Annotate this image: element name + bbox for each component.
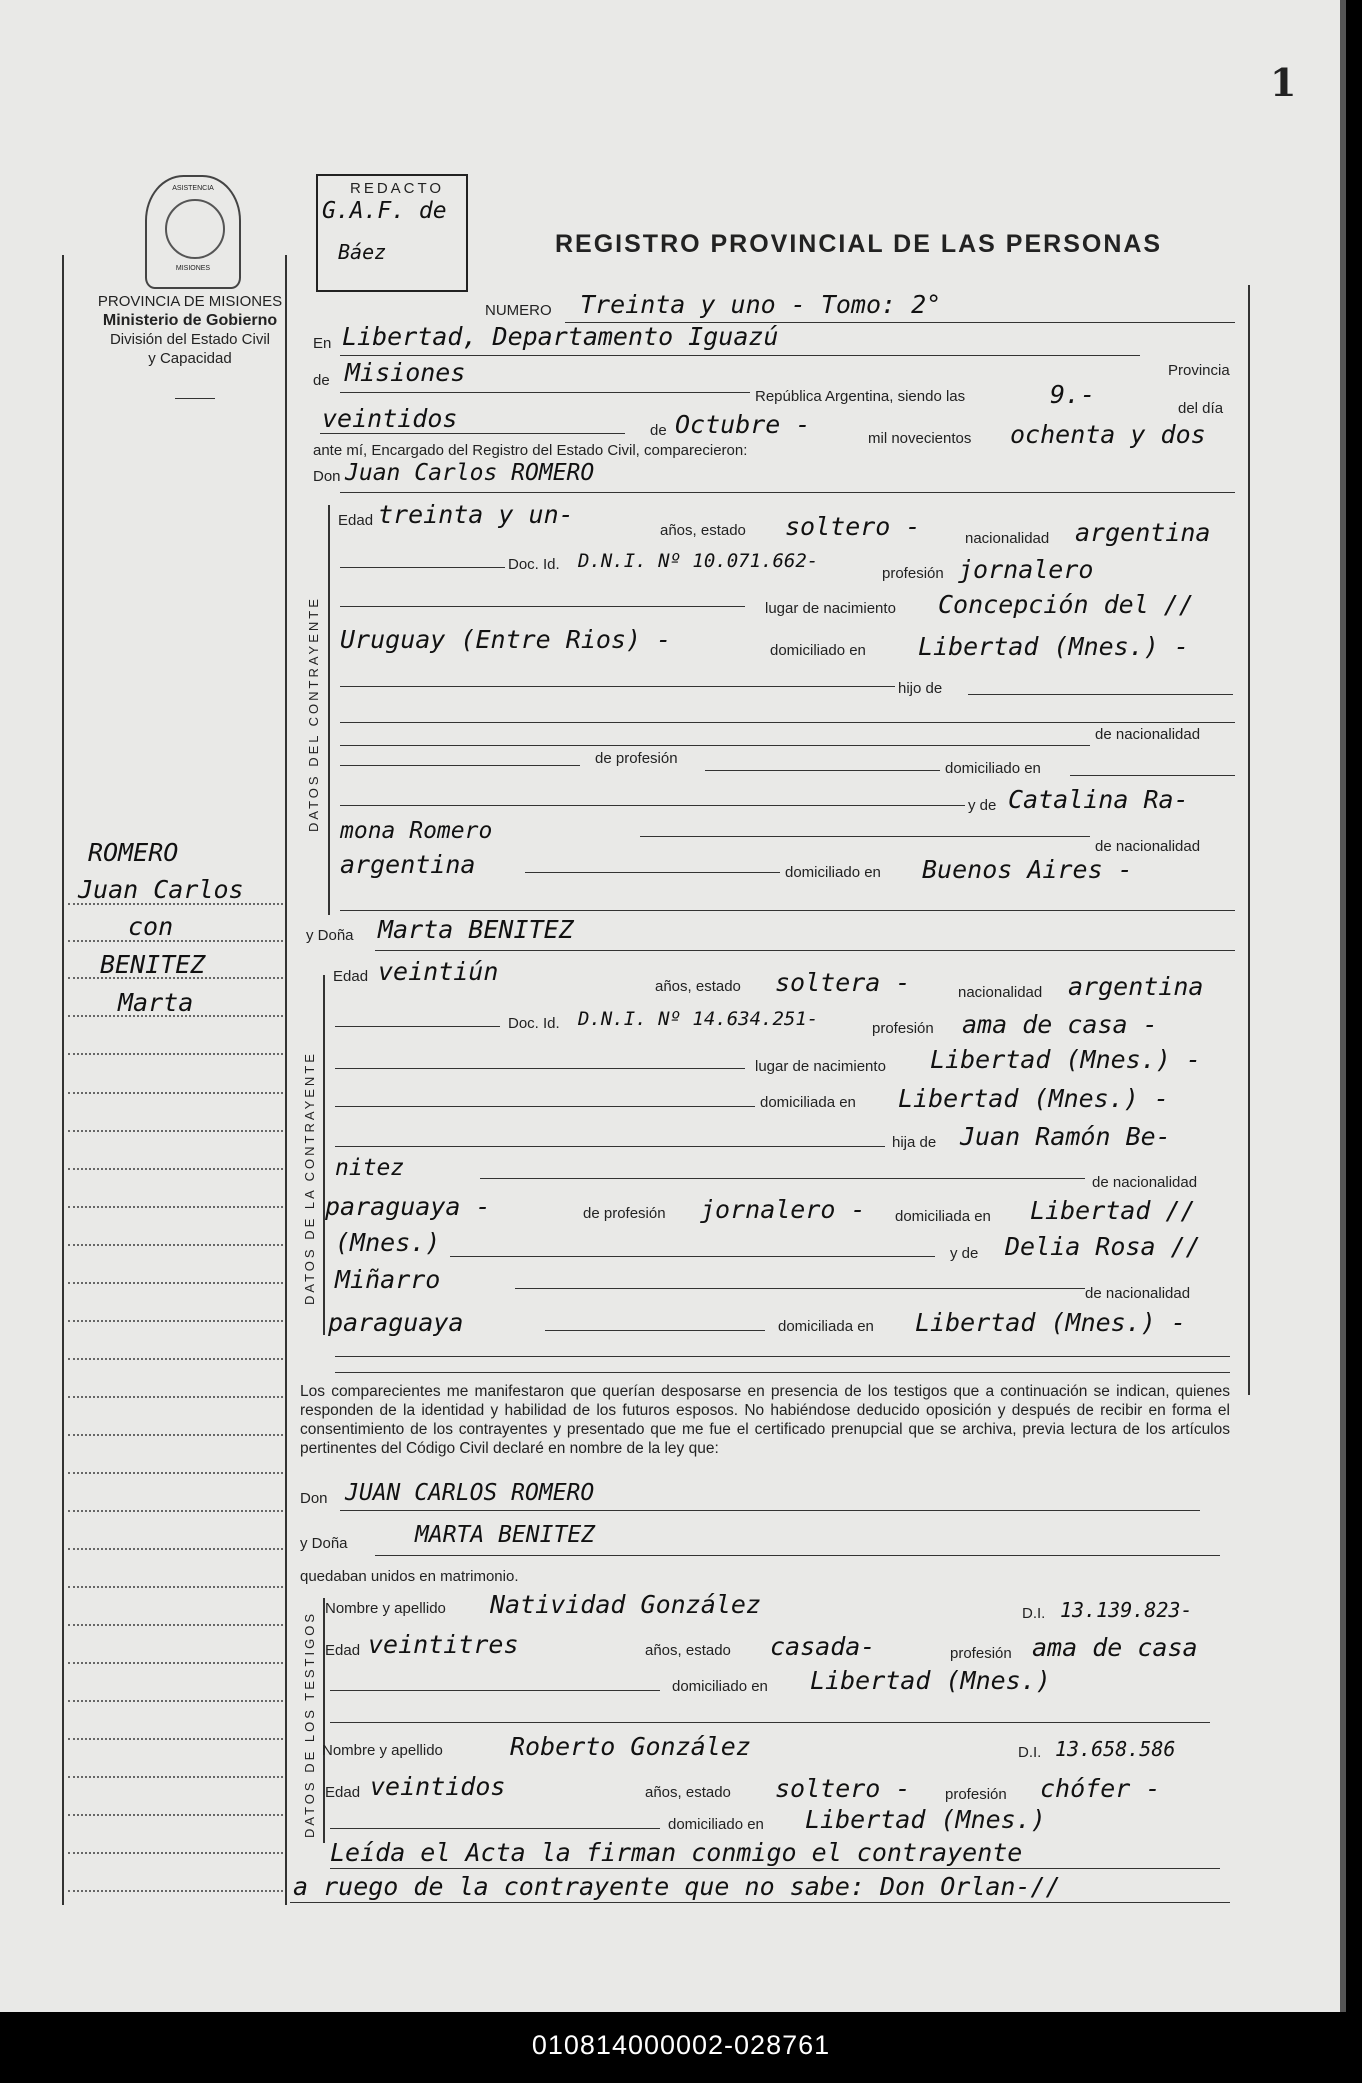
mil-label: mil novecientos: [868, 430, 972, 447]
decl-dona-label: y Doña: [300, 1535, 348, 1552]
t2-domicilio-value: Libertad (Mnes.): [805, 1805, 1046, 1834]
t2-estado-value: soltero -: [775, 1774, 911, 1803]
t2-nombre-label: Nombre y apellido: [322, 1742, 443, 1759]
fill-line: [335, 1068, 745, 1069]
y-de-label: y de: [968, 797, 997, 814]
margin-rule: [68, 1206, 283, 1208]
profesion-label: profesión: [882, 565, 944, 582]
fill-line: [340, 765, 580, 766]
estado-value: soltero -: [785, 512, 921, 541]
madre-nacionalidad-label: de nacionalidad: [1095, 838, 1201, 855]
t1-domicilio-value: Libertad (Mnes.): [810, 1666, 1051, 1695]
numero-label: NUMERO: [485, 302, 552, 319]
lugar-value: Libertad (Mnes.) -: [930, 1045, 1201, 1074]
margin-name-1: Juan Carlos: [78, 875, 244, 904]
t1-edad-value: veintitres: [368, 1630, 519, 1659]
doc-label: Doc. Id.: [508, 556, 560, 573]
stamp-handwriting-1: G.A.F. de: [322, 198, 447, 224]
fill-line: [320, 433, 625, 434]
dona-label: y Doña: [306, 927, 354, 944]
en-label: En: [313, 335, 332, 352]
stamp-label: REDACTO: [350, 180, 445, 197]
madre-domicilio-value: Libertad (Mnes.) -: [915, 1308, 1186, 1337]
t1-edad-label: Edad: [325, 1642, 361, 1659]
margin-rule: [68, 1015, 283, 1017]
del-dia-label: del día: [1178, 400, 1224, 417]
province-label: PROVINCIA DE MISIONES: [97, 293, 283, 310]
fill-line: [340, 567, 505, 568]
redacto-stamp: [316, 174, 468, 292]
fill-line: [340, 745, 1090, 746]
fill-line: [450, 1256, 935, 1257]
numero-value: Treinta y uno - Tomo: 2°: [580, 290, 942, 319]
fill-line: [330, 1722, 1210, 1723]
t2-di-label: D.I.: [1018, 1744, 1042, 1761]
contrayente-section-label: DATOS DEL CONTRAYENTE: [306, 596, 321, 832]
t1-profesion-value: ama de casa: [1032, 1633, 1198, 1662]
fill-line: [330, 1868, 1220, 1869]
nacionalidad-value: argentina: [1075, 518, 1211, 547]
madre-value-cont: Miñarro: [335, 1265, 441, 1294]
de-mes-label: de: [650, 422, 667, 439]
madre-domicilio-value: Buenos Aires -: [922, 855, 1133, 884]
closing-line-2: a ruego de la contrayente que no sabe: Don Orlan-//: [293, 1872, 1061, 1901]
margin-name-2: Marta: [118, 988, 194, 1017]
madre-nacionalidad-label: de nacionalidad: [1085, 1285, 1191, 1302]
center-rule: [285, 255, 287, 1905]
ante-label: ante mí, Encargado del Registro del Estado Civil, comparecieron:: [313, 442, 748, 459]
fill-line: [335, 1356, 1230, 1357]
document-title: REGISTRO PROVINCIAL DE LAS PERSONAS: [555, 230, 1163, 258]
testigos-section-label: DATOS DE LOS TESTIGOS: [302, 1611, 317, 1838]
t1-nombre-value: Natividad González: [490, 1590, 761, 1619]
padre-value-cont: nitez: [335, 1155, 405, 1181]
decl-don-value: JUAN CARLOS ROMERO: [345, 1480, 595, 1506]
edad-value: treinta y un-: [378, 500, 574, 529]
margin-rule: [68, 1586, 283, 1588]
edad-label: Edad: [338, 512, 374, 529]
domicilio-label: domiciliado en: [770, 642, 866, 659]
de-profesion-label: de profesión: [595, 750, 678, 767]
margin-rule: [68, 1776, 283, 1778]
madre-value-cont: mona Romero: [340, 818, 493, 844]
t1-nombre-label: Nombre y apellido: [325, 1600, 446, 1617]
t1-estado-value: casada-: [770, 1632, 876, 1661]
madre-domicilio-label: domiciliada en: [778, 1318, 874, 1335]
de-nacionalidad-label: de nacionalidad: [1092, 1174, 1198, 1191]
lugar-label: lugar de nacimiento: [755, 1058, 886, 1075]
fill-line: [335, 1372, 1230, 1373]
lugar-label: lugar de nacimiento: [765, 600, 896, 617]
edad-label: Edad: [333, 968, 369, 985]
de-profesion-label: de profesión: [583, 1205, 666, 1222]
margin-rule: [68, 1738, 283, 1740]
estado-value: soltera -: [775, 968, 911, 997]
de-value: Misiones: [345, 358, 466, 387]
fill-line: [335, 1106, 755, 1107]
contrayenta-bracket: [323, 975, 325, 1335]
margin-rule: [68, 1092, 283, 1094]
padre-profesion-value: jornalero -: [700, 1195, 866, 1224]
provincial-seal-icon: [145, 175, 241, 289]
t2-domicilio-label: domiciliado en: [668, 1816, 764, 1833]
margin-rule: [68, 1662, 283, 1664]
de-nacionalidad-label: de nacionalidad: [1095, 726, 1201, 743]
fill-line: [640, 836, 1090, 837]
padre-value: Juan Ramón Be-: [960, 1122, 1171, 1151]
madre-nacionalidad-value: paraguaya: [328, 1308, 464, 1337]
margin-rule: [68, 940, 283, 942]
fill-line: [335, 1146, 885, 1147]
margin-rule: [68, 977, 283, 979]
estado-label: años, estado: [660, 522, 746, 539]
hija-label: hija de: [892, 1134, 937, 1151]
t1-di-label: D.I.: [1022, 1605, 1046, 1622]
nacionalidad-label: nacionalidad: [965, 530, 1050, 547]
margin-rule: [68, 903, 283, 905]
domicilio-value: Libertad (Mnes.) -: [898, 1084, 1169, 1113]
seal-bottom-text: MISIONES: [175, 265, 211, 272]
decl-don-label: Don: [300, 1490, 328, 1507]
contrayente-bracket: [328, 505, 330, 915]
closing-line-1: Leída el Acta la firman conmigo el contrayente: [330, 1838, 1023, 1867]
dia-value: veintidos: [322, 404, 458, 433]
margin-rule: [68, 1472, 283, 1474]
provincia-label: Provincia: [1168, 362, 1230, 379]
testigos-bracket: [323, 1598, 325, 1843]
mes-value: Octubre -: [675, 410, 811, 439]
margin-rule: [68, 1700, 283, 1702]
profesion-value: jornalero: [958, 555, 1094, 584]
madre-value: Delia Rosa //: [1005, 1232, 1201, 1261]
t2-di-value: 13.658.586: [1055, 1737, 1176, 1761]
fill-line: [480, 1178, 1085, 1179]
estado-label: años, estado: [655, 978, 741, 995]
margin-rule: [68, 1624, 283, 1626]
madre-domicilio-label: domiciliado en: [785, 864, 881, 881]
madre-value: Catalina Ra-: [1008, 785, 1189, 814]
t2-profesion-label: profesión: [945, 1786, 1007, 1803]
margin-surname-1: ROMERO: [88, 838, 179, 867]
margin-rule: [68, 1358, 283, 1360]
margin-rule: [68, 1548, 283, 1550]
fill-line: [340, 392, 750, 393]
padre-domicilio-value: Libertad //: [1030, 1196, 1196, 1225]
hijo-label: hijo de: [898, 680, 943, 697]
margin-rule: [68, 1282, 283, 1284]
fill-line: [545, 1330, 765, 1331]
y-de-label: y de: [950, 1245, 979, 1262]
fill-line: [340, 686, 895, 687]
fill-line: [340, 722, 1235, 723]
t2-profesion-value: chófer -: [1040, 1774, 1161, 1803]
republica-label: República Argentina, siendo las: [755, 388, 966, 405]
t1-estado-label: años, estado: [645, 1642, 731, 1659]
dona-value: Marta BENITEZ: [378, 915, 574, 944]
unidos-text: quedaban unidos en matrimonio.: [300, 1568, 519, 1585]
margin-rule: [68, 1396, 283, 1398]
don-value: Juan Carlos ROMERO: [345, 460, 595, 486]
doc-value: D.N.I. Nº 14.634.251-: [578, 1008, 819, 1030]
hora-value: 9.-: [1050, 380, 1096, 409]
fill-line: [525, 872, 780, 873]
seal-top-text: ASISTENCIA: [172, 185, 214, 192]
fill-line: [705, 770, 940, 771]
contrayenta-section-label: DATOS DE LA CONTRAYENTE: [302, 1051, 317, 1305]
margin-rule: [68, 1814, 283, 1816]
profesion-value: ama de casa -: [962, 1010, 1158, 1039]
fill-line: [330, 1690, 660, 1691]
margin-rule: [68, 1053, 283, 1055]
t2-estado-label: años, estado: [645, 1784, 731, 1801]
margin-rule: [68, 1168, 283, 1170]
decl-dona-value: MARTA BENITEZ: [415, 1522, 596, 1548]
fill-line: [335, 1026, 500, 1027]
fill-line: [340, 355, 1140, 356]
padre-domicilio-label: domiciliada en: [895, 1208, 991, 1225]
issuer-header: [70, 292, 310, 368]
domicilio-value: Libertad (Mnes.) -: [918, 632, 1189, 661]
left-margin-rule: [62, 255, 64, 1905]
margin-surname-2: BENITEZ: [100, 950, 206, 979]
madre-nacionalidad-value: argentina: [340, 850, 476, 879]
fill-line: [330, 1828, 660, 1829]
fill-line: [375, 950, 1235, 951]
margin-rule: [68, 1890, 283, 1892]
margin-rule: [68, 1320, 283, 1322]
fill-line: [515, 1288, 1085, 1289]
fill-line: [340, 910, 1235, 911]
fill-line: [290, 1902, 1230, 1903]
margin-rule: [68, 1244, 283, 1246]
margin-con: con: [128, 912, 174, 941]
edad-value: veintiún: [378, 957, 499, 986]
t1-profesion-label: profesión: [950, 1645, 1012, 1662]
margin-rule: [68, 1130, 283, 1132]
doc-label: Doc. Id.: [508, 1015, 560, 1032]
domiciliado-en-label: domiciliado en: [945, 760, 1041, 777]
t2-edad-value: veintidos: [370, 1772, 506, 1801]
lugar-value: Concepción del //: [938, 590, 1194, 619]
t2-nombre-value: Roberto González: [510, 1732, 751, 1761]
division-label-1: División del Estado Civil: [109, 331, 271, 348]
division-label-2: y Capacidad: [148, 350, 232, 367]
archive-code: 010814000002-028761: [531, 2030, 831, 2060]
ministry-label: Ministerio de Gobierno: [102, 312, 278, 329]
right-rule: [1248, 285, 1250, 1395]
padre-domicilio-cont: (Mnes.): [335, 1228, 441, 1257]
domicilio-label: domiciliada en: [760, 1094, 856, 1111]
t2-edad-label: Edad: [325, 1784, 361, 1801]
fill-line: [340, 606, 745, 607]
fill-line: [375, 1555, 1220, 1556]
t1-domicilio-label: domiciliado en: [672, 1678, 768, 1695]
fill-line: [1070, 775, 1235, 776]
fill-line: [968, 694, 1233, 695]
lugar-value-cont: Uruguay (Entre Rios) -: [340, 625, 672, 654]
don-label: Don: [313, 468, 341, 485]
t1-di-value: 13.139.823-: [1060, 1598, 1193, 1622]
padre-nacionalidad-value: paraguaya -: [325, 1192, 491, 1221]
margin-rule: [68, 1852, 283, 1854]
fill-line: [340, 805, 965, 806]
anio-value: ochenta y dos: [1010, 420, 1206, 449]
en-value: Libertad, Departamento Iguazú: [342, 322, 779, 351]
fill-line: [340, 492, 1235, 493]
divider: [175, 398, 215, 399]
margin-rule: [68, 1510, 283, 1512]
de-label: de: [313, 372, 330, 389]
doc-value: D.N.I. Nº 10.071.662-: [578, 550, 819, 572]
seal-emblem: [165, 199, 225, 259]
stamp-handwriting-2: Báez: [338, 240, 387, 264]
page-number: 1: [1270, 60, 1297, 105]
declaration-paragraph: Los comparecientes me manifestaron que querían desposarse en presencia de los testigos que a continuación se indican, quienes responden de la identidad y habilidad de los futuros esposos. No habiéndose deducido oposición y después de recibir en forma el consentimiento de los contrayentes y presentado que me fue el certificado prenupcial que se archiva, previa lectura de los artículos pertinentes del Código Civil declaré en nombre de la ley que:: [300, 1383, 1230, 1457]
nacionalidad-label: nacionalidad: [958, 984, 1043, 1001]
profesion-label: profesión: [872, 1020, 934, 1037]
nacionalidad-value: argentina: [1068, 972, 1204, 1001]
fill-line: [340, 1510, 1200, 1511]
margin-rule: [68, 1434, 283, 1436]
